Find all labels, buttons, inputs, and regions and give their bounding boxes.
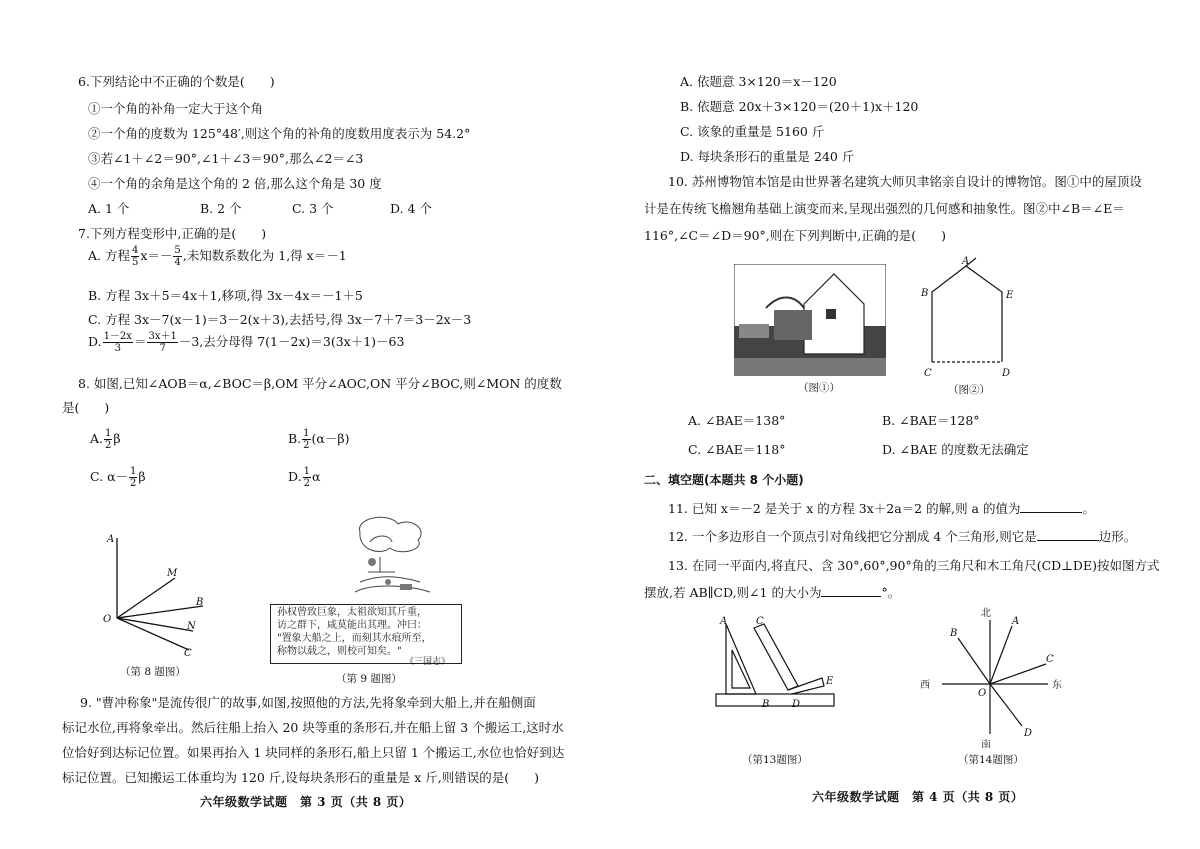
label-c: C bbox=[1046, 654, 1054, 665]
q8-option-b: B. $\frac{1}{2}$ (α－β) bbox=[288, 428, 350, 451]
label-d: D bbox=[1024, 728, 1033, 739]
q6-item-3: ③若∠1＋∠2＝90°,∠1＋∠3＝90°,那么∠2＝∠3 bbox=[88, 151, 364, 166]
fig2-caption: （图②） bbox=[948, 384, 990, 396]
ruler bbox=[716, 694, 834, 706]
label-o: O bbox=[978, 688, 987, 699]
ray-oc bbox=[990, 664, 1046, 684]
right-page bbox=[600, 0, 1200, 849]
q10-line-3: 116°,∠C＝∠D＝90°,则在下列判断中,正确的是( ) bbox=[644, 228, 946, 243]
label-c: C bbox=[924, 368, 932, 379]
q9-option-c: C. 该象的重量是 5160 斤 bbox=[680, 124, 825, 139]
q11: 11. 已知 x＝－2 是关于 x 的方程 3x＋2a＝2 的解,则 a 的值为 。 bbox=[668, 501, 1095, 516]
q7-option-a: A. 方程 $\frac{4}{5}$ x＝－ $\frac{5}{4}$ ,未知数系数化为 1,得 x＝－1 bbox=[88, 245, 347, 268]
q7-option-b: B. 方程 3x＋5＝4x＋1,移项,得 3x－4x＝－1＋5 bbox=[88, 288, 363, 303]
q9-caption: （第 9 题图） bbox=[336, 673, 402, 685]
q6-option-c: C. 3 个 bbox=[292, 201, 334, 216]
label-a: A bbox=[1012, 616, 1020, 627]
label-north: 北 bbox=[981, 608, 991, 619]
fig1-caption: （图①） bbox=[798, 382, 840, 394]
label-e: E bbox=[826, 676, 834, 687]
label-south: 南 bbox=[981, 740, 991, 748]
label-b: B bbox=[762, 699, 770, 710]
label-c: C bbox=[184, 648, 192, 659]
label-o: O bbox=[103, 614, 112, 625]
right-page-footer: 六年级数学试题 第 4 页（共 8 页） bbox=[812, 790, 1024, 804]
carpenter-square-base bbox=[788, 678, 824, 694]
section-title-fill-in: 二、填空题(本题共 8 个小题) bbox=[644, 473, 804, 487]
ray-od bbox=[990, 684, 1022, 726]
q6-item-2: ②一个角的度数为 125°48′,则这个角的补角的度数用度表示为 54.2° bbox=[88, 126, 471, 141]
q8-stem-line2: 是( ) bbox=[62, 400, 110, 415]
q13-line-1: 13. 在同一平面内,将直尺、含 30°,60°,90°角的三角尺和木工角尺(CD⊥DE)按如图方式 bbox=[668, 558, 1160, 573]
label-e: E bbox=[1006, 290, 1014, 301]
ray-oa bbox=[990, 626, 1012, 684]
q10-line-1: 10. 苏州博物馆本馆是由世界著名建筑大师贝聿铭亲自设计的博物馆。图①中的屋顶设 bbox=[668, 174, 1142, 189]
q9-line-2: 标记水位,再将象牵出。然后往船上抬入 20 块等重的条形石,并在船上留 3 个搬运工,这时水 bbox=[62, 720, 564, 735]
q10-option-b: B. ∠BAE＝128° bbox=[882, 413, 980, 428]
label-d: D bbox=[792, 699, 801, 710]
label-n: N bbox=[187, 621, 196, 632]
q9-option-b: B. 依题意 20x＋3×120＝(20＋1)x＋120 bbox=[680, 99, 919, 114]
label-b: B bbox=[950, 628, 958, 639]
q10-line-2: 计是在传统飞檐翘角基础上演变而来,呈现出强烈的几何感和抽象性。图②中∠B＝∠E＝ bbox=[644, 201, 1125, 216]
elephant-boat-illustration bbox=[320, 512, 440, 607]
q9-quote-source: 《三国志》 bbox=[405, 657, 451, 667]
q8-option-a: A. $\frac{1}{2}$ β bbox=[90, 428, 121, 451]
label-m: M bbox=[167, 568, 178, 579]
q7-option-c: C. 方程 3x－7(x－1)＝3－2(x＋3),去括号,得 3x－7＋7＝3－2x－3 bbox=[88, 312, 472, 327]
quote-line: 访之群下，咸莫能出其理。冲曰： bbox=[277, 620, 427, 631]
q8-stem-line1: 8. 如图,已知∠AOB＝α,∠BOC＝β,OM 平分∠AOC,ON 平分∠BOC,则∠MON 的度数 bbox=[78, 376, 562, 391]
label-a: A bbox=[107, 534, 115, 545]
label-east: 东 bbox=[1052, 680, 1062, 691]
q9-option-a: A. 依题意 3×120＝x－120 bbox=[680, 74, 837, 89]
q6-item-4: ④一个角的余角是这个角的 2 倍,那么这个角是 30 度 bbox=[88, 176, 382, 191]
q8-option-d: D. $\frac{1}{2}$ α bbox=[288, 466, 321, 489]
q9-quote-text bbox=[277, 606, 432, 658]
q9-line-3: 位恰好到达标记位置。如果再抬入 1 块同样的条形石,船上只留 1 个搬运工,水位也恰好到达 bbox=[62, 745, 565, 760]
quote-line: "置象大船之上，而刻其水痕所至， bbox=[277, 633, 432, 644]
q8-caption: （第 8 题图） bbox=[120, 666, 186, 678]
q8-figure bbox=[95, 528, 230, 663]
set-square-inner bbox=[732, 650, 750, 688]
q12: 12. 一个多边形自一个顶点引对角线把它分割成 4 个三角形,则它是 边形。 bbox=[668, 529, 1137, 544]
q9-line-1: 9. "曹冲称象"是流传很广的故事,如图,按照他的方法,先将象牵到大船上,并在船侧面 bbox=[80, 695, 536, 710]
museum-photo bbox=[734, 264, 886, 376]
q7-stem: 7.下列方程变形中,正确的是( ) bbox=[78, 226, 267, 241]
q6-option-d: D. 4 个 bbox=[390, 201, 432, 216]
label-c: C bbox=[756, 616, 764, 627]
pentagon-figure bbox=[918, 256, 1028, 381]
q6-option-b: B. 2 个 bbox=[200, 201, 242, 216]
q10-option-a: A. ∠BAE＝138° bbox=[688, 413, 786, 428]
ray-oc bbox=[117, 618, 189, 650]
ray-on bbox=[117, 618, 193, 631]
q13-figure bbox=[710, 614, 840, 714]
q7-option-d: D. $\frac{1-2x}{3}$ ＝ $\frac{3x+1}{7}$ －3,去分母得 7(1－2x)＝3(3x＋1)－63 bbox=[88, 331, 405, 354]
ray-ob bbox=[117, 606, 203, 618]
carpenter-square-arm bbox=[754, 624, 798, 690]
q13-line-2: 摆放,若 AB∥CD,则∠1 的大小为 °。 bbox=[644, 585, 901, 600]
q9-option-d: D. 每块条形石的重量是 240 斤 bbox=[680, 149, 855, 164]
q10-option-d: D. ∠BAE 的度数无法确定 bbox=[882, 442, 1029, 457]
q6-item-1: ①一个角的补角一定大于这个角 bbox=[88, 101, 264, 116]
q6-option-a: A. 1 个 bbox=[88, 201, 130, 216]
q10-option-c: C. ∠BAE＝118° bbox=[688, 442, 786, 457]
label-b: B bbox=[196, 597, 204, 608]
label-a: A bbox=[720, 616, 728, 627]
set-square bbox=[726, 624, 756, 694]
label-d: D bbox=[1002, 368, 1011, 379]
q14-caption: （第14题图） bbox=[958, 754, 1024, 766]
ray-ob bbox=[958, 638, 990, 684]
quote-line: 称物以载之，则校可知矣。" bbox=[277, 646, 402, 657]
q13-caption: （第13题图） bbox=[742, 754, 808, 766]
pentagon-outline bbox=[932, 266, 1002, 362]
label-west: 西 bbox=[920, 680, 930, 691]
left-page-footer: 六年级数学试题 第 3 页（共 8 页） bbox=[200, 795, 412, 809]
label-a: A bbox=[962, 256, 970, 267]
label-b: B bbox=[921, 288, 929, 299]
q8-option-c: C. α－ $\frac{1}{2}$ β bbox=[90, 466, 146, 489]
q14-compass-figure bbox=[918, 606, 1068, 748]
q9-line-4: 标记位置。已知搬运工体重均为 120 斤,设每块条形石的重量是 x 斤,则错误的是( ) bbox=[62, 770, 540, 785]
quote-line: 孙权曾致巨象，太祖欲知其斤重， bbox=[277, 607, 427, 618]
ray-om bbox=[117, 578, 175, 618]
q6-stem: 6.下列结论中不正确的个数是( ) bbox=[78, 74, 275, 89]
